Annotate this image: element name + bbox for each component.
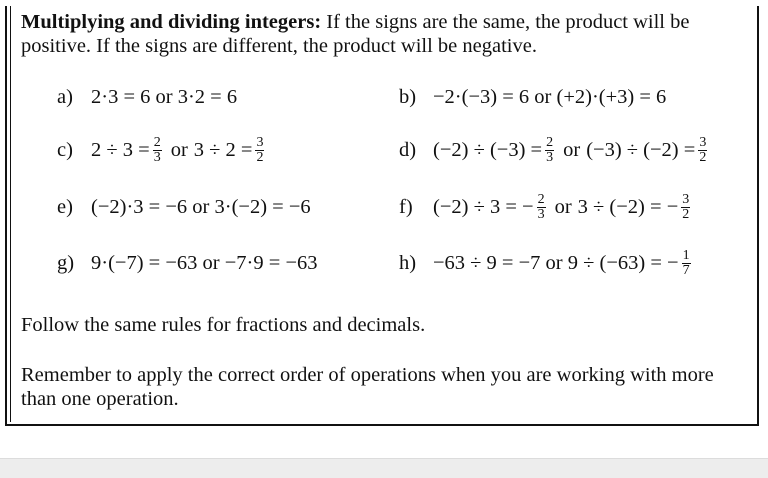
numerator: 3	[699, 134, 707, 150]
expression-part: (−2) ÷ 3 = −	[433, 195, 534, 218]
example-c	[57, 128, 267, 172]
denominator: 2	[256, 149, 264, 165]
denominator: 7	[682, 262, 690, 278]
example-b	[399, 75, 666, 119]
numerator: 3	[682, 191, 690, 207]
numerator: 1	[682, 247, 690, 263]
expression-part: 2 ÷ 3 =	[91, 138, 150, 161]
example-label: c)	[57, 138, 73, 161]
fraction	[681, 193, 690, 222]
fraction	[682, 249, 691, 278]
example-label: g)	[57, 251, 75, 274]
example-f	[399, 185, 693, 229]
numerator: 3	[256, 134, 264, 150]
example-expression: 2·3 = 6 or 3·2 = 6	[91, 85, 238, 108]
example-label: d)	[399, 138, 417, 161]
document-page	[5, 6, 759, 426]
rules-paragraph	[21, 10, 751, 58]
example-expression: 9·(−7) = −63 or −7·9 = −63	[91, 251, 318, 274]
fractions-note: Follow the same rules for fractions and decimals.	[21, 314, 426, 336]
fraction	[545, 136, 554, 165]
example-e	[57, 185, 311, 229]
example-expression: −2·(−3) = 6 or (+2)·(+3) = 6	[433, 85, 667, 108]
denominator: 2	[682, 206, 690, 222]
example-expression	[91, 136, 267, 165]
expression-part: 3 ÷ (−2) = −	[577, 195, 679, 218]
example-label: e)	[57, 195, 73, 218]
example-label: a)	[57, 85, 73, 108]
example-label: b)	[399, 85, 417, 108]
example-expression	[433, 136, 710, 165]
rules-heading: Multiplying and dividing integers:	[21, 11, 322, 33]
expression-part: 3 ÷ 2 =	[193, 138, 253, 161]
denominator: 3	[153, 149, 161, 165]
example-label: f)	[399, 195, 413, 218]
expression-part: (−2) ÷ (−3) =	[433, 138, 543, 161]
example-a	[57, 75, 237, 119]
example-h	[399, 241, 694, 285]
or-word: or	[554, 195, 572, 218]
or-word: or	[563, 138, 581, 161]
fraction	[698, 136, 707, 165]
denominator: 3	[537, 206, 545, 222]
fraction	[255, 136, 264, 165]
example-expression: (−2)·3 = −6 or 3·(−2) = −6	[91, 195, 311, 218]
fraction	[537, 193, 546, 222]
expression-part: (−3) ÷ (−2) =	[586, 138, 696, 161]
order-of-operations-note: Remember to apply the correct order of operations when you are working with more than one operation.	[21, 364, 714, 410]
denominator: 2	[699, 149, 707, 165]
expression-part: −63 ÷ 9 = −7 or 9 ÷ (−63) = −	[433, 251, 679, 274]
example-d	[399, 128, 710, 172]
bottom-bar	[0, 458, 768, 478]
denominator: 3	[546, 149, 554, 165]
rules-text: If the signs are the same, the product will be positive. If the signs are different, the product will be negative.	[21, 11, 690, 57]
example-expression	[433, 193, 693, 222]
numerator: 2	[153, 134, 161, 150]
example-g	[57, 241, 318, 285]
fraction	[153, 136, 162, 165]
numerator: 2	[546, 134, 554, 150]
or-word: or	[170, 138, 188, 161]
example-label: h)	[399, 251, 417, 274]
example-expression	[433, 249, 694, 278]
numerator: 2	[537, 191, 545, 207]
